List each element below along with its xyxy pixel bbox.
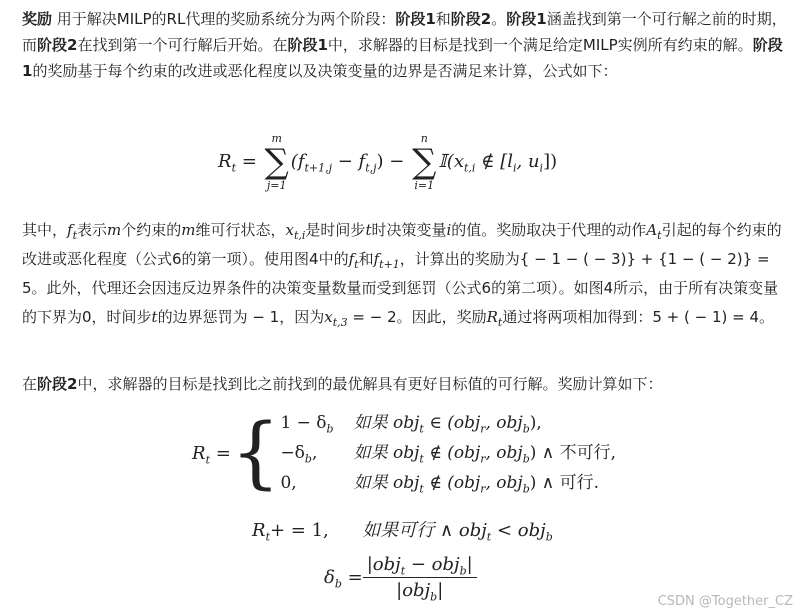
sum-lower: i=1 bbox=[414, 179, 435, 192]
math-sub: t,3 bbox=[332, 316, 348, 329]
case-condition: 如果 obj$_t$ ∈ (obj$_r$, obj$_b$), bbox=[353, 413, 542, 436]
eq-text: (f bbox=[290, 151, 305, 172]
math: m bbox=[181, 221, 196, 239]
text: 涵盖找到第一个可行解之前的时期，而 bbox=[22, 10, 787, 54]
fraction-denominator: |obj$_b$| bbox=[396, 580, 444, 604]
text: 的奖励基于每个约束的改进或恶化程度以及决策变量的边界是否满足来计算，公式如下： bbox=[32, 62, 618, 80]
eq-sub: t bbox=[231, 161, 236, 175]
text: 表示 bbox=[77, 221, 108, 239]
text: ，计算出的奖励为{ − 1 − ( − 3)} + {1 − ( − 2)} = 5。此外，代理还会因违反边界条件的决策变量数量而受到惩罚（公式6的第二项）。如图4所示，由于所有决策变量的下界为0，时间步 bbox=[22, 250, 779, 326]
math-sub: t bbox=[657, 229, 662, 242]
math-sub: t bbox=[354, 258, 359, 271]
eq-text: < obj bbox=[491, 520, 546, 541]
text: = − 2。因此，奖励 bbox=[347, 308, 487, 326]
eq-sub: b bbox=[334, 577, 342, 591]
eq-text: = bbox=[209, 442, 231, 464]
text: 通过将两项相加得到：5 + ( − 1) = 4。 bbox=[502, 308, 774, 326]
bold-term-stage2: 阶段2 bbox=[37, 375, 78, 393]
bold-term-stage1: 阶段1 bbox=[395, 10, 436, 28]
text: 在找到第一个可行解后开始。在 bbox=[77, 36, 288, 54]
eq-sub: b bbox=[545, 530, 553, 544]
equation-stage2-bonus bbox=[252, 516, 553, 542]
sum-upper: n bbox=[420, 132, 428, 145]
eq-sub: t,j bbox=[365, 161, 377, 175]
paragraph-explanation bbox=[22, 216, 792, 332]
sigma-icon: ∑ bbox=[264, 142, 289, 182]
math: R bbox=[486, 308, 498, 326]
bold-term-stage1: 阶段1 bbox=[22, 36, 783, 80]
watermark: CSDN @Together_CZ bbox=[657, 594, 793, 609]
text: 的值。奖励取决于代理的动作 bbox=[451, 221, 647, 239]
text: 在 bbox=[22, 375, 38, 393]
sum-operator bbox=[412, 132, 436, 192]
eq-text: ∉ [l bbox=[475, 151, 513, 172]
math: f bbox=[348, 250, 355, 268]
eq-text: , u bbox=[516, 151, 540, 172]
math-sub: t bbox=[497, 316, 503, 329]
text: 其中， bbox=[22, 221, 68, 239]
eq-symbol: δ bbox=[324, 567, 335, 588]
text: 个约束的 bbox=[121, 221, 182, 239]
case-value: 0, bbox=[280, 473, 297, 493]
eq-text: + = 1, bbox=[269, 520, 329, 541]
paragraph-intro bbox=[22, 6, 792, 84]
case-row bbox=[280, 438, 622, 468]
eq-text: ) − bbox=[376, 151, 411, 172]
eq-symbol: R bbox=[252, 520, 266, 541]
eq-text: = bbox=[341, 567, 363, 588]
text: 是时间步 bbox=[305, 221, 366, 239]
math-sub: t bbox=[72, 229, 77, 242]
sum-operator bbox=[265, 132, 289, 192]
math: A bbox=[646, 221, 658, 239]
cases-table bbox=[280, 408, 622, 498]
bold-term-stage2: 阶段2 bbox=[37, 36, 78, 54]
case-row bbox=[280, 468, 622, 498]
eq-text: 𝕀(x bbox=[438, 151, 464, 172]
eq-sub: t,i bbox=[463, 161, 476, 175]
eq-text: − f bbox=[332, 151, 366, 172]
text: 。 bbox=[491, 10, 507, 28]
fraction-numerator: |obj$_t$ − obj$_b$| bbox=[363, 554, 477, 578]
eq-sub: t+1,j bbox=[304, 161, 333, 175]
fraction bbox=[363, 554, 477, 604]
text: 引起的每个约束的改进或恶化程度（公式6的第一项）。使用图4中的 bbox=[22, 221, 782, 268]
math: i bbox=[446, 221, 452, 239]
bold-term-stage2: 阶段2 bbox=[450, 10, 492, 28]
math: x bbox=[285, 221, 294, 239]
text: 和 bbox=[358, 250, 374, 268]
text: 的边界惩罚为 − 1，因为 bbox=[157, 308, 325, 326]
eq-symbol: R bbox=[192, 442, 206, 464]
case-condition: 如果 obj$_t$ ∉ (obj$_r$, obj$_b$) ∧ 可行. bbox=[353, 473, 600, 496]
case-value: $1 - \delta_b$ bbox=[280, 413, 334, 436]
equation-stage1-reward bbox=[218, 132, 557, 192]
math: x bbox=[324, 308, 333, 326]
eq-symbol: R bbox=[218, 151, 232, 172]
sigma-icon: ∑ bbox=[412, 142, 437, 182]
case-value: $-\delta_b$, bbox=[280, 443, 318, 466]
left-brace-icon: { bbox=[230, 408, 281, 498]
text: 维可行状态， bbox=[195, 221, 286, 239]
text: 中，求解器的目标是找到比之前找到的最优解具有更好目标值的可行解。奖励计算如下： bbox=[77, 375, 663, 393]
sum-lower: j=1 bbox=[266, 179, 287, 192]
eq-text: ]) bbox=[543, 151, 558, 172]
sum-upper: m bbox=[271, 132, 282, 145]
eq-text: 如果可行 ∧ obj bbox=[362, 520, 487, 541]
math-sub: t,i bbox=[293, 229, 306, 242]
math: t bbox=[151, 308, 158, 326]
math: m bbox=[107, 221, 122, 239]
math: f bbox=[373, 250, 380, 268]
eq-text: = bbox=[235, 151, 263, 172]
math: t bbox=[365, 221, 372, 239]
eq-sub: t bbox=[265, 530, 270, 544]
bold-term-reward: 奖励 bbox=[22, 10, 53, 28]
text: 和 bbox=[435, 10, 451, 28]
math: f bbox=[67, 221, 73, 239]
equation-stage2-piecewise bbox=[192, 408, 622, 498]
paragraph-stage2 bbox=[22, 371, 792, 397]
eq-sub: t bbox=[486, 530, 492, 544]
math-sub: t+1 bbox=[379, 258, 400, 271]
case-condition: 如果 obj$_t$ ∉ (obj$_r$, obj$_b$) ∧ 不可行, bbox=[353, 443, 617, 466]
text: 用于解决MILP的RL代理的奖励系统分为两个阶段： bbox=[52, 10, 396, 28]
bold-term-stage1: 阶段1 bbox=[506, 10, 547, 28]
text: 中，求解器的目标是找到一个满足给定MILP实例所有约束的解。 bbox=[327, 36, 753, 54]
eq-sub: t bbox=[205, 453, 210, 467]
case-row bbox=[280, 408, 622, 438]
eq-sub: i bbox=[539, 161, 544, 175]
text: 时决策变量 bbox=[371, 221, 447, 239]
equation-delta bbox=[324, 554, 477, 604]
eq-sub: i bbox=[512, 161, 517, 175]
bold-term-stage1: 阶段1 bbox=[287, 36, 328, 54]
